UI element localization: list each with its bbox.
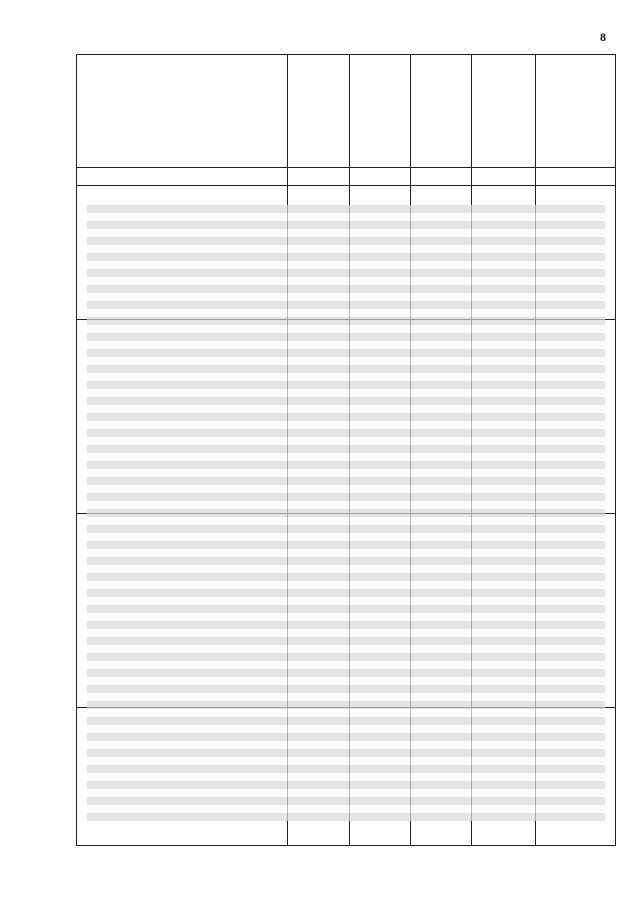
revenue-table: [76, 54, 616, 846]
page-number: 8: [600, 30, 606, 44]
text-placeholder: [87, 205, 605, 821]
